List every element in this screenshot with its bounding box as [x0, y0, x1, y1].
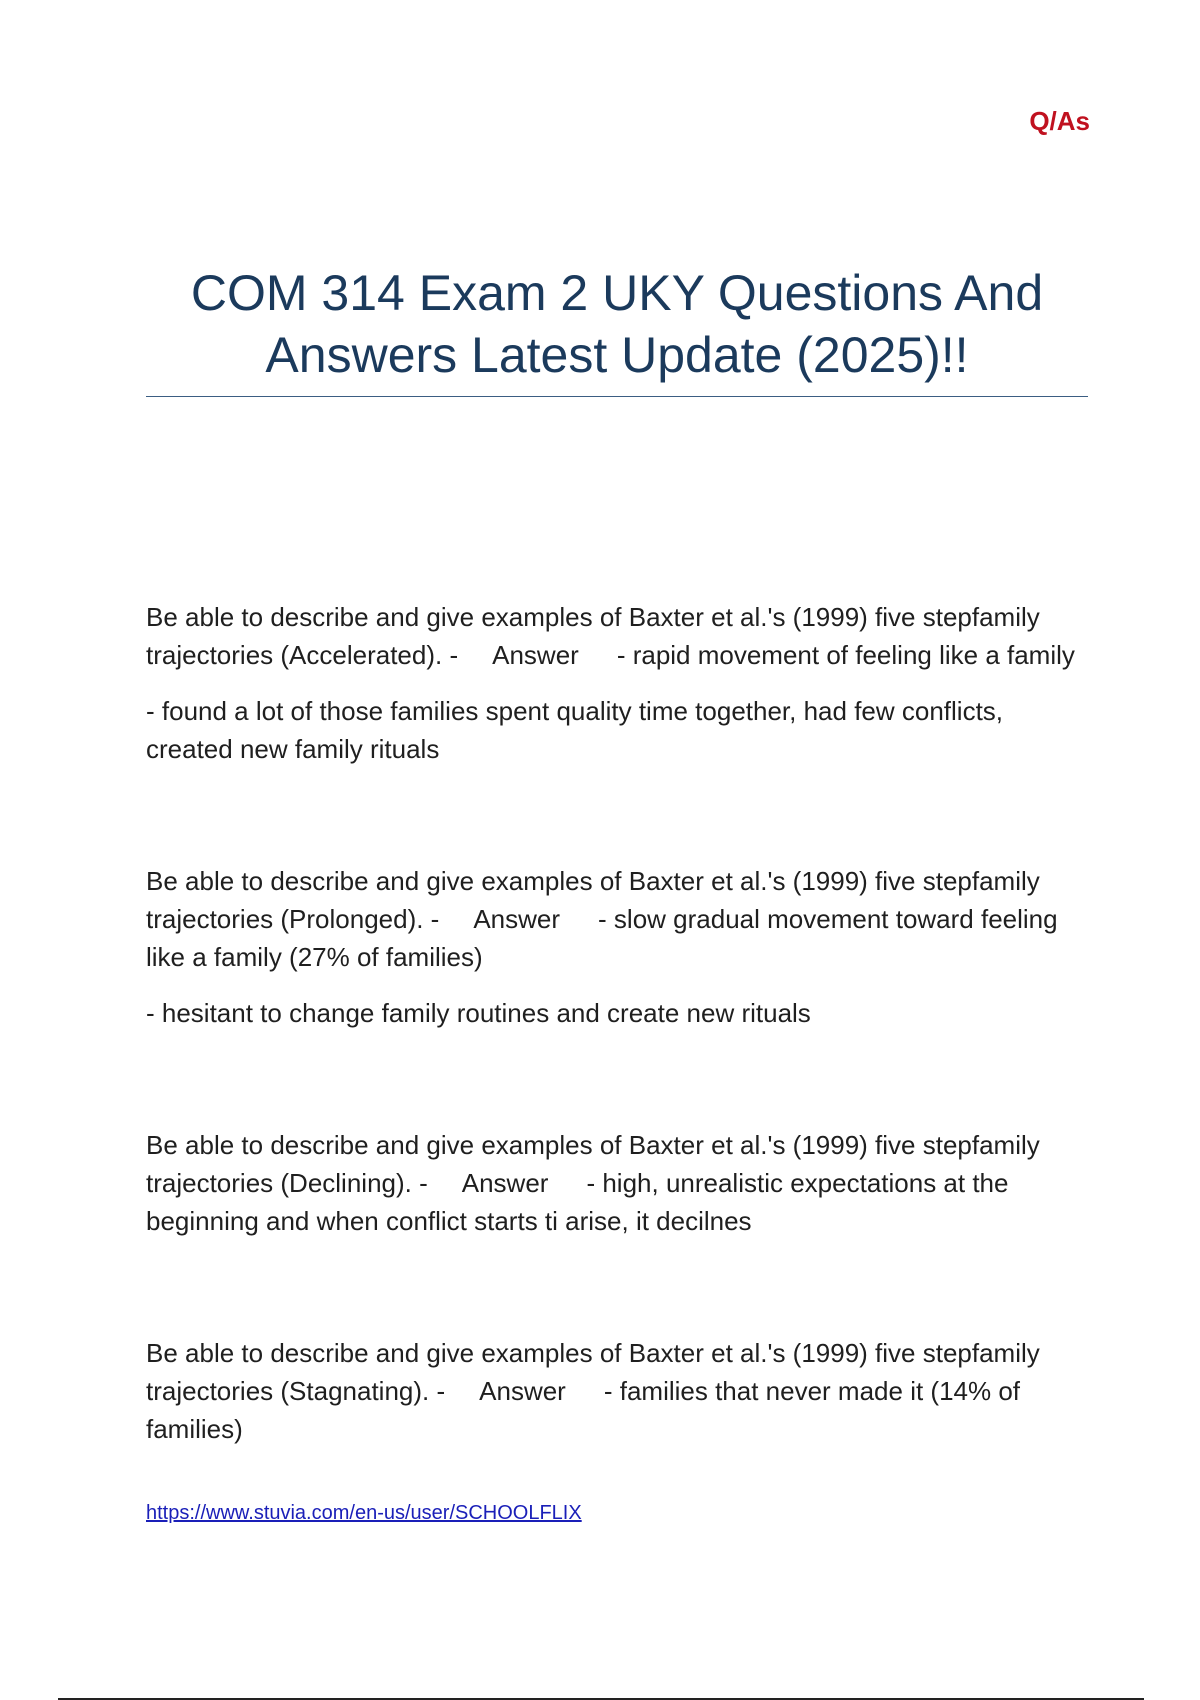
- qa-text: [146, 1126, 1088, 1240]
- answer-text: - slow gradual movement toward feeling like a family (27% of families): [146, 904, 1058, 972]
- qa-text: [146, 862, 1088, 976]
- question-text: Be able to describe and give examples of Baxter et al.'s (1999) five stepfamily trajectories (Declining). -: [146, 1130, 1040, 1198]
- qa-list: [146, 598, 1088, 1448]
- qa-item-accelerated: [146, 598, 1088, 768]
- document-title: COM 314 Exam 2 UKY Questions And Answers Latest Update (2025)!!: [190, 265, 1044, 383]
- qa-text: [146, 1334, 1088, 1448]
- qas-tag: Q/As: [1029, 106, 1090, 136]
- answer-label: Answer: [461, 1168, 549, 1198]
- question-text: Be able to describe and give examples of Baxter et al.'s (1999) five stepfamily trajectories (Stagnating). -: [146, 1338, 1040, 1406]
- question-text: Be able to describe and give examples of Baxter et al.'s (1999) five stepfamily trajectories (Accelerated). -: [146, 602, 1040, 670]
- answer-label: Answer: [492, 640, 579, 670]
- answer-text: - families that never made it (14% of families): [146, 1376, 1021, 1444]
- answer-text: - rapid movement of feeling like a family: [616, 640, 1075, 670]
- qa-item-stagnating: [146, 1334, 1088, 1448]
- answer-label: Answer: [479, 1376, 566, 1406]
- qa-item-prolonged: [146, 862, 1088, 1032]
- title-divider: [146, 396, 1088, 397]
- question-text: Be able to describe and give examples of Baxter et al.'s (1999) five stepfamily trajectories (Prolonged). -: [146, 866, 1040, 934]
- profile-link[interactable]: https://www.stuvia.com/en-us/user/SCHOOLFLIX: [146, 1502, 582, 1524]
- qa-item-declining: [146, 1126, 1088, 1240]
- answer-label: Answer: [473, 904, 561, 934]
- answer-extra: - found a lot of those families spent quality time together, had few conflicts, created new family rituals: [146, 696, 1004, 764]
- answer-extra: - hesitant to change family routines and create new rituals: [146, 998, 811, 1028]
- answer-text: - high, unrealistic expectations at the beginning and when conflict starts ti arise, it decilnes: [146, 1168, 1009, 1236]
- qa-text: [146, 598, 1088, 674]
